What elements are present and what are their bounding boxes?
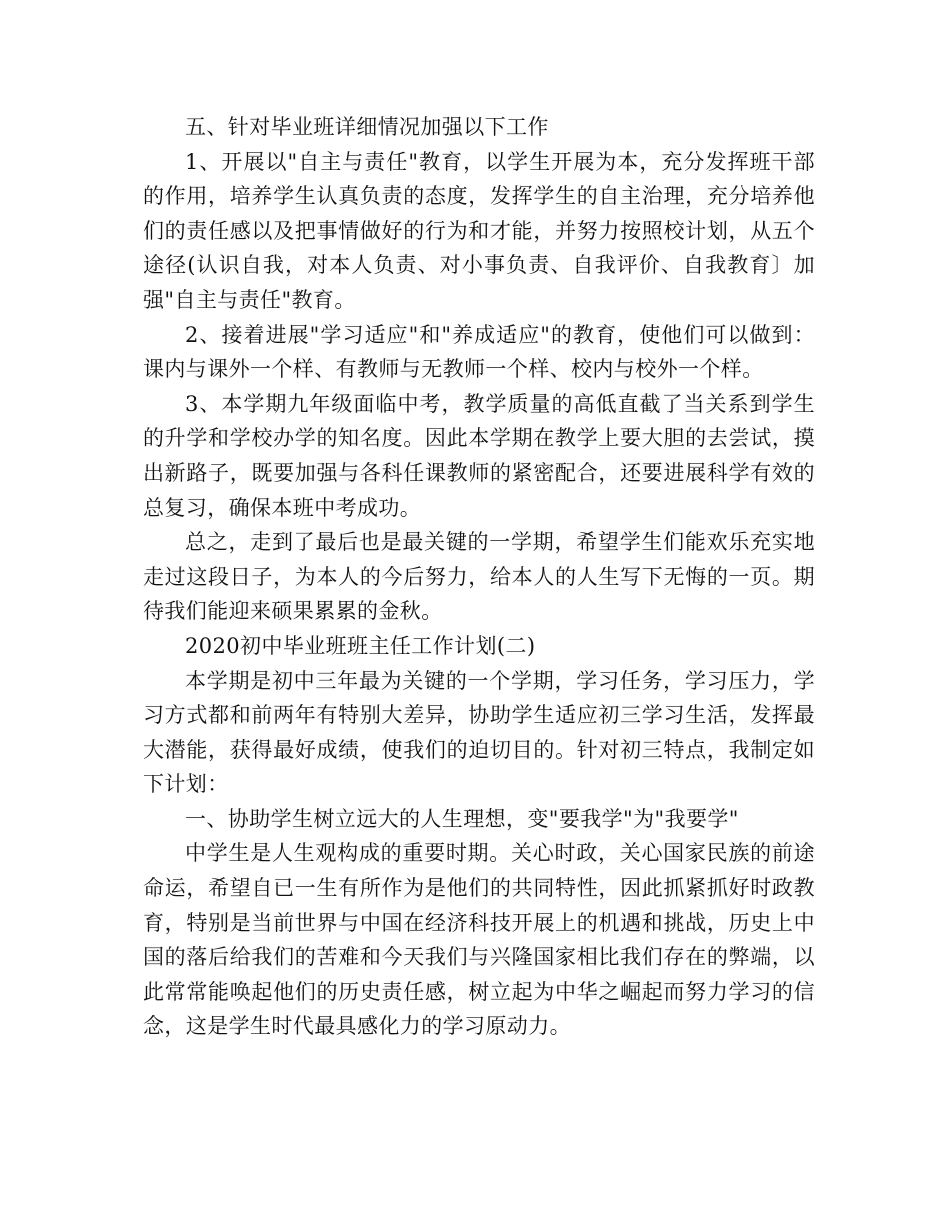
- paragraph-item-3: 3、本学期九年级面临中考，教学质量的高低直截了当关系到学生的升学和学校办学的知名度。因此本学期在教学上要大胆的去尝试，摸出新路子，既要加强与各科任课教师的紧密配合，还要进展科学有效的总复习，确保本班中考成功。: [143, 391, 815, 520]
- paragraph-item-1: 1、开展以"自主与责任"教育，以学生开展为本，充分发挥班干部的作用，培养学生认真负责的态度，发挥学生的自主治理，充分培养他们的责任感以及把事情做好的行为和才能，并努力按照校计划，从五个途径(认识自我，对本人负责、对小事负责、自我评价、自我教育〕加强"自主与责任"教育。: [143, 149, 815, 312]
- paragraph-item-2: 2、接着进展"学习适应"和"养成适应"的教育，使他们可以做到：课内与课外一个样、有教师与无教师一个样、校内与校外一个样。: [143, 322, 815, 382]
- paragraph-intro: 本学期是初中三年最为关键的一个学期，学习任务，学习压力，学习方式都和前两年有特别大差异，协助学生适应初三学习生活，发挥最大潜能，获得最好成绩，使我们的迫切目的。针对初三特点，我制定如下计划：: [143, 668, 815, 797]
- section-heading-five: 五、针对毕业班详细情况加强以下工作: [185, 115, 549, 139]
- paragraph-body: 中学生是人生观构成的重要时期。关心时政，关心国家民族的前途命运，希望自已一生有所作为是他们的共同特性，因此抓紧抓好时政教育，特别是当前世界与中国在经济科技开展上的机遇和挑战，历史上中国的落后给我们的苦难和今天我们与兴隆国家相比我们存在的弊端，以此常常能唤起他们的历史责任感，树立起为中华之崛起而努力学习的信念，这是学生时代最具感化力的学习原动力。: [143, 841, 815, 1039]
- document-body: [143, 110, 815, 1044]
- section-heading-one: 一、协助学生树立远大的人生理想，变"要我学"为"我要学": [185, 806, 739, 831]
- plan-title-two: 2020初中毕业班班主任工作计划(二): [185, 633, 536, 658]
- paragraph-summary: 总之，走到了最后也是最关键的一学期，希望学生们能欢乐充实地走过这段日子，为本人的今后努力，给本人的人生写下无悔的一页。期待我们能迎来硕果累累的金秋。: [143, 530, 815, 624]
